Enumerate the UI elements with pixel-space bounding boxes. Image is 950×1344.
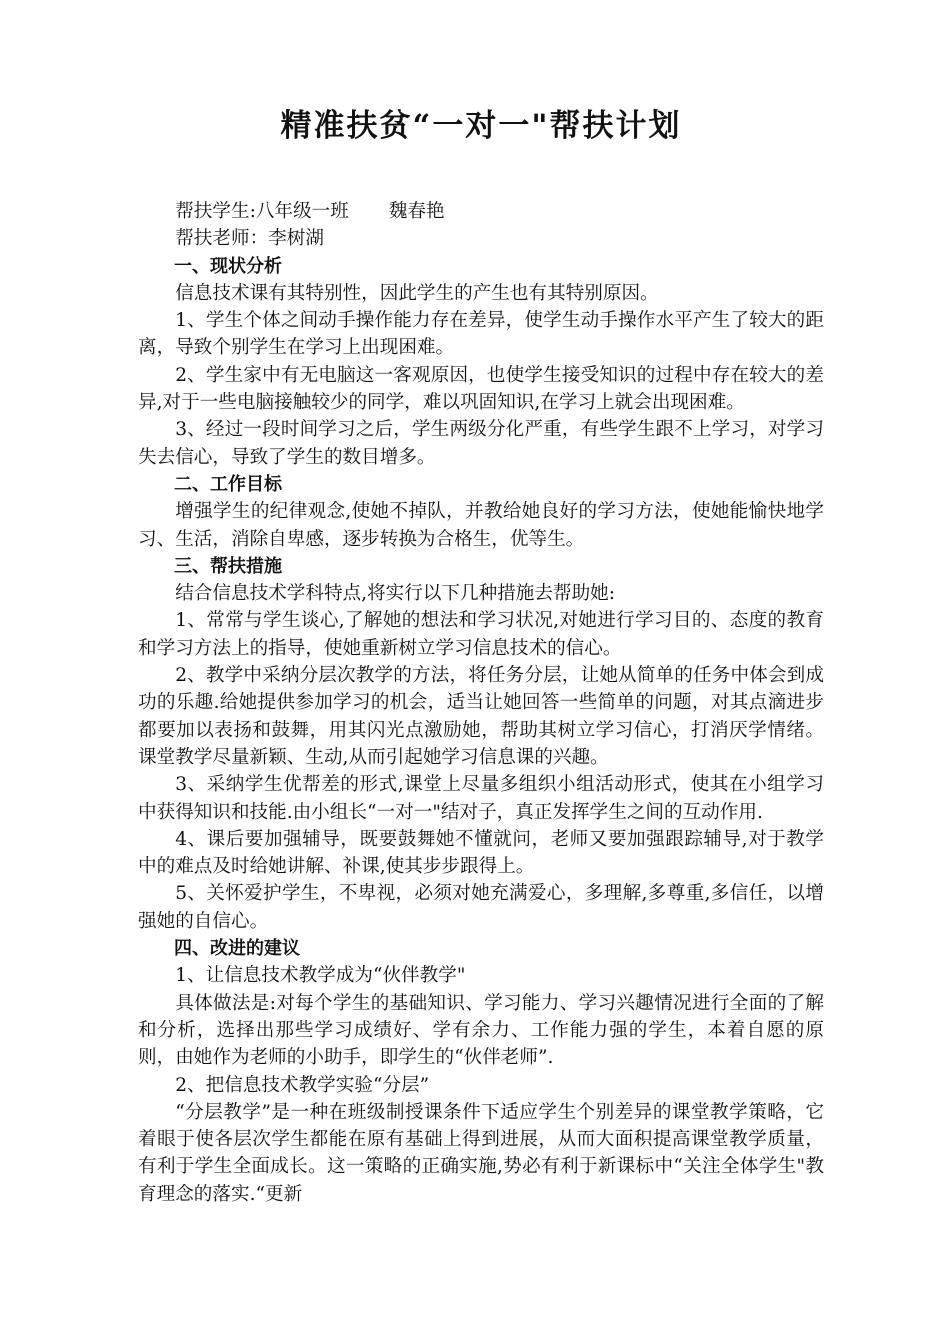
student-class-label: 帮扶学生:八年级一班 <box>175 201 349 222</box>
paragraph: 4、课后要加强辅导，既要鼓舞她不懂就问，老师又要加强跟踪辅导,对于教学中的难点及时给她讲解、补课,使其步步跟得上。 <box>138 828 824 878</box>
student-name: 魏春艳 <box>388 201 445 222</box>
paragraph: 信息技术课有其特别性，因此学生的产生也有其特别原因。 <box>175 282 659 304</box>
paragraph: 2、学生家中有无电脑这一客观原因，也使学生接受知识的过程中存在较大的差异,对于一些电脑接触较少的同学，难以巩固知识,在学习上就会出现困难。 <box>138 364 824 414</box>
paragraph: 2、教学中采纳分层次教学的方法，将任务分层，让她从简单的任务中体会到成功的乐趣.给她提供参加学习的机会，适当让她回答一些简单的问题，对其点滴进步都要加以表扬和鼓舞，用其闪光点激励她，帮助其树立学习信心，打消厌学情绪。课堂教学尽量新颖、生动,从而引起她学习信息课的兴趣。 <box>138 665 824 768</box>
section-heading-goals: 二、工作目标 <box>174 473 282 495</box>
paragraph: “分层教学”是一种在班级制授课条件下适应学生个别差异的课堂教学策略，它着眼于使各层次学生都能在原有基础上得到进展，从而大面积提高课堂教学质量，有利于学生全面成长。这一策略的正确实施,势必有利于新课标中“关注全体学生"教育理念的落实.“更新 <box>138 1101 824 1205</box>
paragraph: 1、让信息技术教学成为“伙伴教学" <box>175 965 466 987</box>
paragraph: 结合信息技术学科特点,将实行以下几种措施去帮助她: <box>175 583 616 605</box>
paragraph: 3、采纳学生优帮差的形式,课堂上尽量多组织小组活动形式，使其在小组学习中获得知识和技能.由小组长“一对一"结对子，真正发挥学生之间的互动作用. <box>138 774 824 823</box>
paragraph: 5、关怀爱护学生，不卑视，必须对她充满爱心，多理解,多尊重,多信任，以增强她的自信心。 <box>138 883 824 932</box>
student-line <box>138 198 824 225</box>
paragraph: 1、常常与学生谈心,了解她的想法和学习状况,对她进行学习目的、态度的教育和学习方法上的指导，使她重新树立学习信息技术的信心。 <box>138 610 824 659</box>
teacher-line: 帮扶老师：李树湖 <box>175 228 324 250</box>
document-title: 精准扶贫“一对一"帮扶计划 <box>280 108 682 144</box>
paragraph: 1、学生个体之间动手操作能力存在差异，使学生动手操作水平产生了较大的距离，导致个别学生在学习上出现困难。 <box>138 310 824 359</box>
section-heading-analysis: 一、现状分析 <box>174 255 282 277</box>
paragraph: 2、把信息技术教学实验“分层” <box>175 1074 430 1096</box>
paragraph: 增强学生的纪律观念,使她不掉队，并教给她良好的学习方法，使她能愉快地学习、生活，消除自卑感，逐步转换为合格生，优等生。 <box>138 501 824 550</box>
section-heading-suggestions: 四、改进的建议 <box>174 938 300 960</box>
paragraph: 具体做法是:对每个学生的基础知识、学习能力、学习兴趣情况进行全面的了解和分析，选择出那些学习成绩好、学有余力、工作能力强的学生，本着自愿的原则，由她作为老师的小助手，即学生的“伙伴老师”. <box>138 992 824 1069</box>
paragraph: 3、经过一段时间学习之后，学生两级分化严重，有些学生跟不上学习，对学习失去信心，导致了学生的数目增多。 <box>138 419 824 468</box>
document-body <box>138 198 824 1208</box>
section-heading-measures: 三、帮扶措施 <box>174 555 282 577</box>
